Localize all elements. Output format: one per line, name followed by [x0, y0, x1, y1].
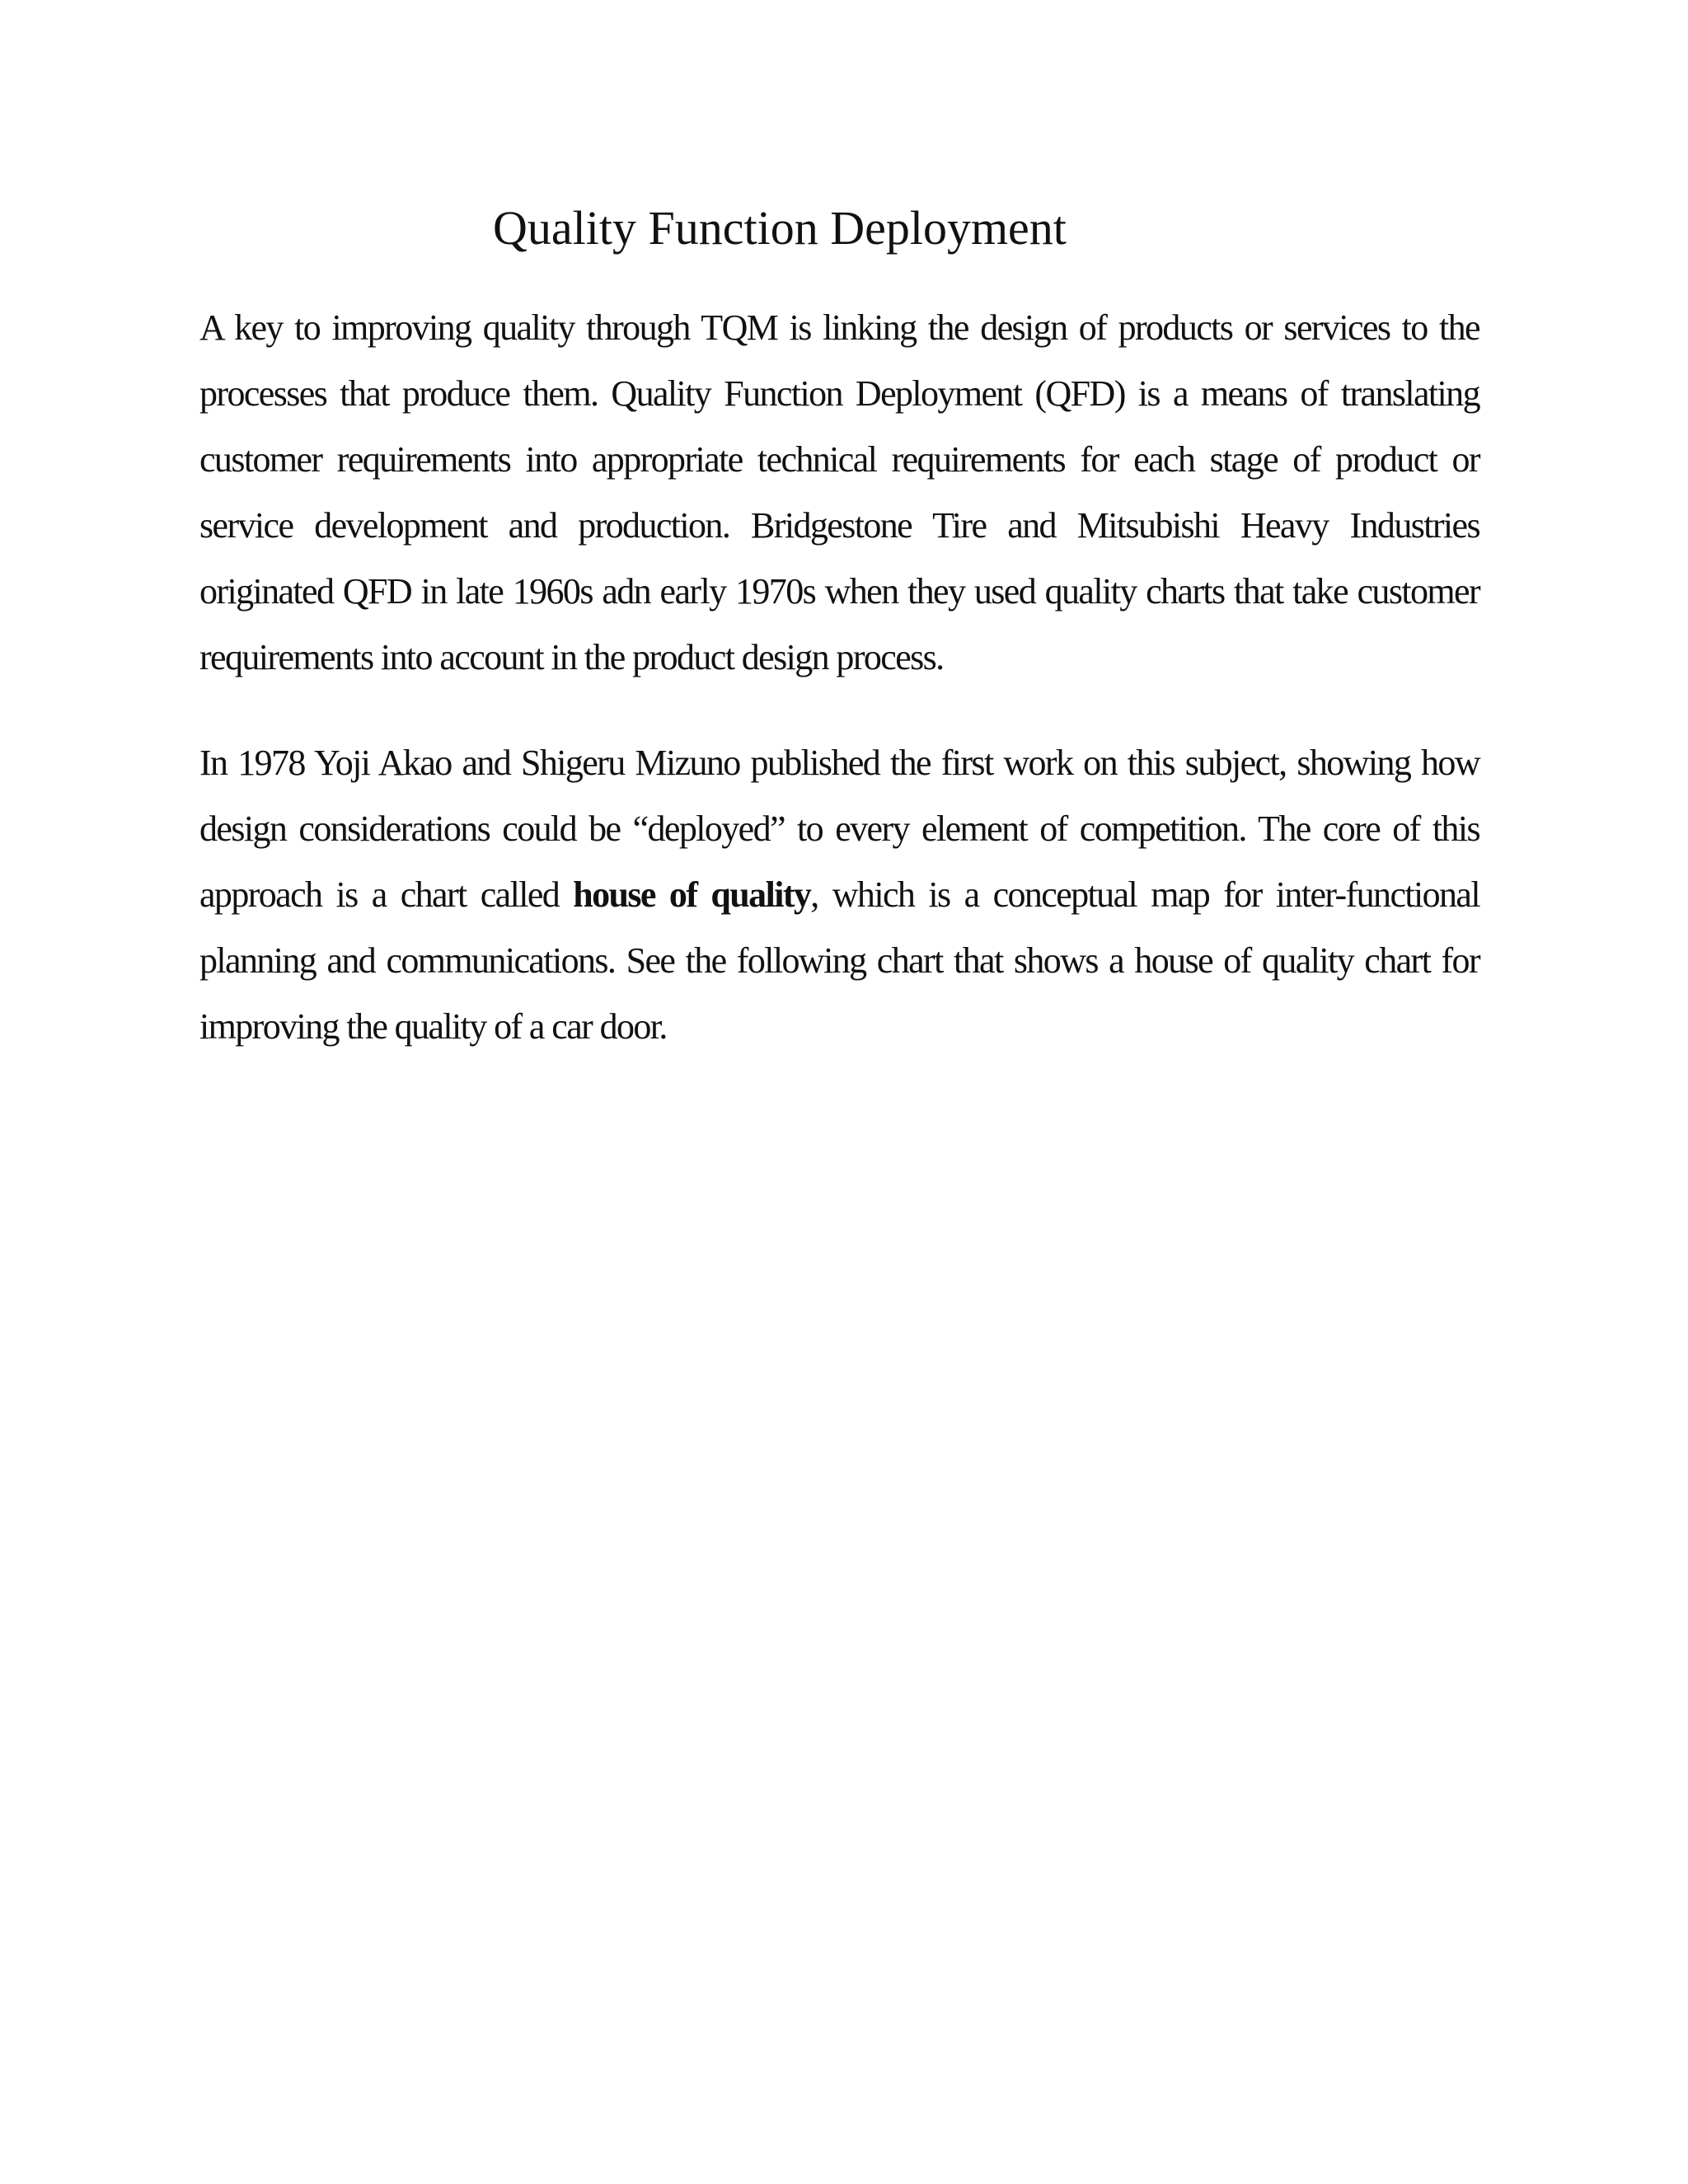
paragraph-history-text-end: , which is a conceptual map for inter-functional planning and communications. See the following chart that shows a house of quality chart for improving the quality of a car door. [199, 874, 1479, 1047]
paragraph-history-text-start: In 1978 Yoji Akao and Shigeru Mizuno published the first work on this subject, showing how design considerations could be “deployed” to every element of competition. The core of this approach is a chart called [199, 743, 1479, 915]
house-of-quality-term: house of quality [573, 874, 811, 915]
paragraph-intro: A key to improving quality through TQM is linking the design of products or services to the processes that produce them. Quality Function Deployment (QFD) is a means of translating customer requirements into appropriate technical requirements for each stage of product or service development and production. Bridgestone Tire and Mitsubishi Heavy Industries originated QFD in late 1960s adn early 1970s when they used quality charts that take customer requirements into account in the product design process. [199, 307, 1479, 677]
page-title: Quality Function Deployment [493, 201, 1067, 255]
paragraph-history [199, 730, 1479, 1060]
